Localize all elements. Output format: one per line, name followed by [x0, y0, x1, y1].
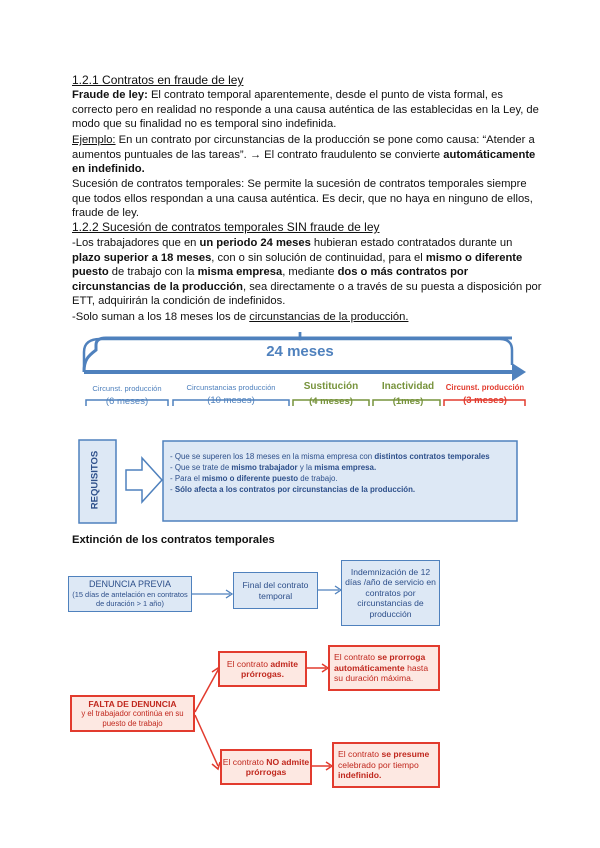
bold-b1: un periodo 24 meses [199, 237, 311, 249]
presume-d: indefinido. [338, 770, 382, 781]
bold-b5: dos o más contratos por circunstancias de la producción [72, 266, 469, 293]
bold-b4: misma empresa [197, 266, 283, 279]
requisito-2 [170, 462, 510, 473]
segment-4-label: Inactividad [381, 381, 435, 392]
connector-falta-admite [195, 670, 218, 712]
solo-suman-text: -Solo suman a los 18 meses los de [72, 311, 250, 323]
noadmite-a: El contrato [222, 756, 267, 767]
denuncia-previa-box [68, 576, 192, 612]
bold-b2: plazo superior a 18 meses [72, 251, 212, 264]
def-fraude: El contrato temporal aparentemente, desde el punto de vista formal, es correcto pero en realidad no responde a una causa auténtica de las establecidas en la Ley, de modo que su finalidad no es temporal sino indefinida. [72, 89, 539, 131]
text-s6: , sea directamente o a través de su puesta a disposición por ETT, adquirirán la condición de indefinidos. [72, 280, 542, 308]
segment-5-sub: (3 meses) [463, 395, 507, 406]
text-s5: , mediante [282, 266, 338, 279]
section-heading-sucesion: 1.2.2 Sucesión de contratos temporales SIN fraude de ley [72, 220, 380, 234]
term-fraude: Fraude de ley: [72, 89, 148, 101]
denuncia-title: DENUNCIA PREVIA [88, 579, 172, 590]
bold-b3: mismo o diferente puesto [72, 251, 523, 279]
prorroga-text [334, 652, 438, 684]
segment-4-sub: (1mes) [392, 396, 424, 407]
falta-denuncia-box [70, 695, 195, 732]
admite-prorrogas-box [218, 651, 307, 687]
requisitos-list [170, 451, 510, 495]
text-s3: , con o sin solución de continuidad, para el [211, 251, 426, 264]
no-admite-prorrogas-box [220, 749, 312, 785]
segment-1-label: Circunst. producción [92, 384, 162, 393]
req2-text-b: y la [297, 463, 315, 472]
ejemplo-text: En un contrato por circunstancias de la producción se pone como causa: “Atender a aumentos puntuales de las tareas”. → El contrato fraudulento se convierte [72, 134, 535, 161]
text-s2: hubieran estado contratados durante un [310, 237, 513, 249]
connector-falta-noadmite [195, 715, 218, 766]
req2-bold-b: misma empresa. [314, 463, 377, 472]
section-heading-fraude: 1.2.1 Contratos en fraude de ley [72, 73, 244, 87]
req3-text: - Para el [170, 474, 203, 483]
noadmite-b: NO admite prórrogas [245, 756, 310, 777]
prorroga-automatica-box [328, 645, 440, 691]
falta-sub: y el trabajador continúa en su puesto de trabajo [81, 709, 184, 728]
ejemplo-label: Ejemplo: [72, 134, 116, 146]
text-s1: -Los trabajadores que en [72, 237, 200, 249]
requisitos-label: REQUISITOS [89, 450, 101, 510]
requisito-4 [170, 484, 510, 495]
prorroga-b: se prorroga automáticamente [334, 652, 426, 673]
extincion-title: Extinción de los contratos temporales [72, 534, 275, 546]
paragraph-sucesion: Sucesión de contratos temporales: Se permite la sucesión de contratos temporales siempre que todos ellos respondan a una causa auténtica. Es decir, que no haya en ninguno de ellos, fraude de ley. [72, 178, 533, 220]
req1-text: - Que se superen los 18 meses en la misma empresa con [170, 452, 375, 461]
prorroga-a: El contrato [334, 652, 378, 663]
presume-text [338, 749, 438, 781]
indemnizacion-box: Indemnización de 12 días /año de servicio en contratos por circunstancias de producción [341, 560, 440, 626]
req4-bold: Sólo afecta a los [174, 485, 240, 494]
req3-bold: mismo o diferente puesto [202, 474, 299, 483]
segment-3-sub: (4 meses) [309, 396, 353, 407]
req4-text: - [170, 485, 175, 494]
noadmite-text [222, 757, 310, 778]
req2-text: - Que se trate de [170, 463, 232, 472]
requisitos-arrow-icon [126, 458, 162, 502]
final-contrato-box: Final del contrato temporal [233, 572, 318, 609]
denuncia-sub: (15 días de antelación en contratos de duración > 1 año) [72, 589, 188, 609]
req2-bold: mismo trabajador [231, 463, 298, 472]
presume-c: celebrado por tiempo [338, 759, 419, 770]
segment-3-label: Sustitución [303, 381, 359, 392]
requisito-1 [170, 451, 510, 462]
segment-1-sub: (6 meses) [105, 396, 149, 407]
timeline-arrowhead-icon [512, 363, 526, 381]
falta-title: FALTA DE DENUNCIA [88, 698, 177, 709]
admite-text [220, 659, 305, 680]
text-s4: de trabajo con la [108, 266, 198, 279]
requisito-3 [170, 473, 510, 484]
admite-b: admite prórrogas. [241, 658, 299, 679]
ejemplo-bold: automáticamente en indefinido. [72, 148, 536, 176]
presume-a: El contrato [338, 749, 382, 760]
presume-indefinido-box [332, 742, 440, 788]
req3-text-b: de trabajo. [298, 474, 338, 483]
timeline-total-label: 24 meses [266, 343, 334, 360]
req1-bold: distintos contratos temporales [374, 452, 490, 461]
presume-b: se presume [381, 749, 430, 760]
solo-suman-underlined: circunstancias de la producción. [249, 311, 409, 323]
segment-2-label: Circunstancias producción [186, 383, 276, 392]
admite-a: El contrato [226, 658, 271, 669]
prorroga-c: hasta su duración máxima. [334, 662, 429, 684]
segment-2-sub: (10 meses) [207, 395, 255, 406]
req4-bold-b: contratos por circunstancias de la producción. [239, 485, 416, 494]
segment-5-label: Circunst. producción [445, 383, 525, 392]
